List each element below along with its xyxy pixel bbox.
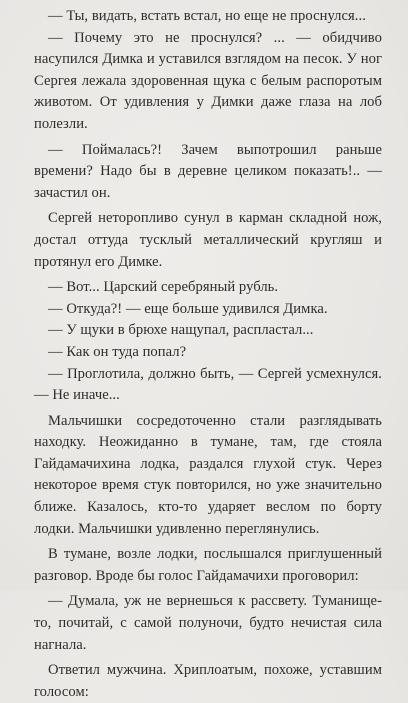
- paragraph: — Как он туда попал?: [48, 343, 187, 360]
- paragraph: — Поймалась?! Зачем выпотрошил раньше времени? Надо бы в деревне целиком показать!.. — зачастил он.: [34, 141, 382, 201]
- paragraph: В тумане, возле лодки, послышался приглушенный разговор. Вроде бы голос Гайдамачихи проговорил:: [34, 546, 382, 584]
- paragraph: — Откуда?! — еще больше удивился Димка.: [48, 300, 328, 317]
- paragraph: — Вот... Царский серебряный рубль.: [48, 279, 279, 296]
- paragraph: Мальчишки сосредоточенно стали разглядывать находку. Неожиданно в тумане, там, где стояла Гайдамачихина лодка, раздался глухой стук. Через некоторое время стук повторился, но уже значительно ближе. Казалось, кто-то ударяет веслом по борту лодки. Мальчишки удивленно переглянулись.: [34, 412, 382, 537]
- paragraph: — У щуки в брюхе нащупал, распластал...: [48, 322, 314, 339]
- paragraph: — Ты, видать, встать встал, но еще не проснулся...: [48, 8, 366, 24]
- paragraph: — Проглотила, должно быть, — Сергей усмехнулся. — Не иначе...: [34, 365, 382, 404]
- paragraph: — Думала, уж не вернешься к рассвету. Туманище-то, почитай, с самой полуночи, будто нечистая сила нагнала.: [34, 593, 382, 653]
- paragraph: Ответил мужчина. Хриплоатым, похоже, уставшим голосом:: [34, 662, 382, 700]
- paragraph: Сергей неторопливо сунул в карман складной нож, достал оттуда тусклый металлический кругляш и протянул его Димке.: [34, 210, 382, 270]
- paragraph: — Почему это не проснулся? ... — обидчиво насупился Димка и уставился взглядом на песок. У ног Сергея лежала здоровенная щука с белым распоротым животом. От удивления у Димки даже глаза на лоб полезли.: [34, 29, 382, 132]
